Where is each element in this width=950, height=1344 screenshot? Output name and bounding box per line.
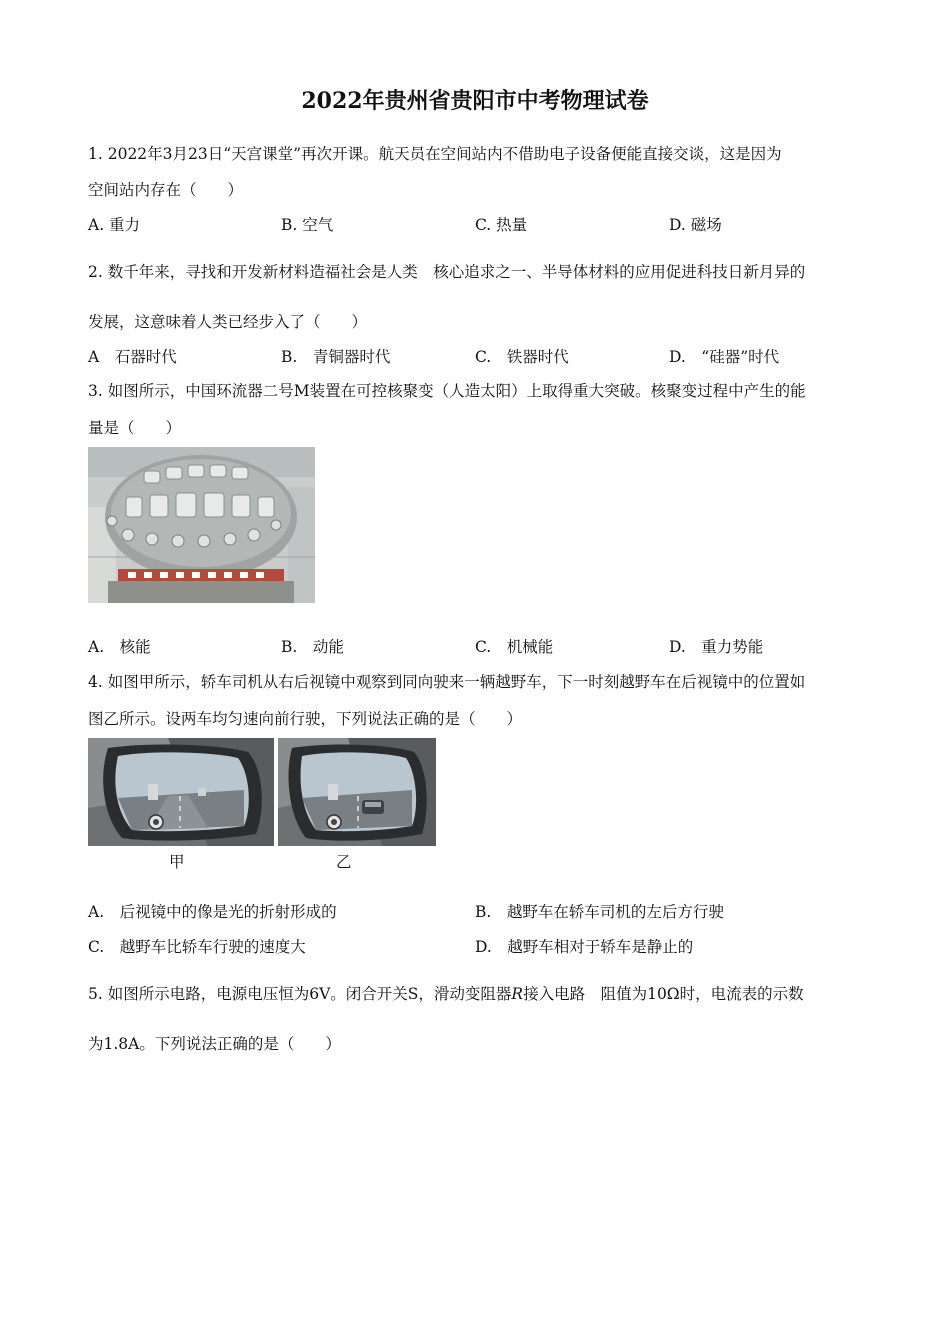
q3-option-c[interactable]: C. 机械能 [475, 638, 554, 656]
q3-option-d[interactable]: D. 重力势能 [669, 638, 764, 656]
q1-option-a[interactable]: A. 重力 [88, 216, 141, 234]
q4-stem-line1: 4. 如图甲所示，轿车司机从右后视镜中观察到同向驶来一辆越野车，下一时刻越野车在后视镜中的位置如 [88, 673, 806, 691]
mirror-caption-b: 乙 [336, 853, 352, 871]
side-mirror-illustration-a [88, 738, 274, 846]
mirror-photo-b [278, 738, 436, 846]
q2-stem-line2: 发展，这意味着人类已经步入了（ ） [88, 313, 368, 331]
q4-stem-line2: 图乙所示。设两车均匀速向前行驶，下列说法正确的是（ ） [88, 710, 523, 728]
q4-option-b[interactable]: B. 越野车在轿车司机的左后方行驶 [475, 903, 724, 921]
mirror-photo-a [88, 738, 274, 846]
q3-option-a[interactable]: A. 核能 [88, 638, 151, 656]
q5-stem-line1 [88, 982, 804, 1004]
q5-stem-line2: 为1.8A。下列说法正确的是（ ） [88, 1035, 341, 1053]
q2-option-a[interactable]: A 石器时代 [88, 348, 177, 366]
q1-option-d[interactable]: D. 磁场 [669, 216, 722, 234]
q2-option-b[interactable]: B. 青铜器时代 [281, 348, 391, 366]
q4-option-c[interactable]: C. 越野车比轿车行驶的速度大 [88, 938, 306, 956]
q3-option-b[interactable]: B. 动能 [281, 638, 344, 656]
q1-stem-line2: 空间站内存在（ ） [88, 181, 244, 199]
side-mirror-illustration-b [278, 738, 436, 846]
q5-stem-part2: 接入电路 阻值为10Ω时，电流表的示数 [523, 985, 804, 1003]
page-title: 2022年贵州省贵阳市中考物理试卷 [301, 88, 649, 114]
mirror-caption-a: 甲 [169, 853, 185, 871]
q2-option-d[interactable]: D. “硅器”时代 [669, 348, 780, 366]
q1-option-b[interactable]: B. 空气 [281, 216, 334, 234]
q3-stem-line1: 3. 如图所示，中国环流器二号M装置在可控核聚变（人造太阳）上取得重大突破。核聚变过程中产生的能 [88, 382, 806, 400]
q5-resistor-symbol: R [511, 985, 524, 1003]
q4-option-a[interactable]: A. 后视镜中的像是光的折射形成的 [88, 903, 337, 921]
q5-stem-part1: 5. 如图所示电路，电源电压恒为6V。闭合开关S，滑动变阻器 [88, 985, 512, 1003]
q3-stem-line2: 量是（ ） [88, 419, 182, 437]
q2-stem-line1: 2. 数千年来，寻找和开发新材料造福社会是人类 核心追求之一、半导体材料的应用促进科技日新月异的 [88, 263, 806, 281]
tokamak-photo [88, 447, 315, 603]
q1-stem-line1: 1. 2022年3月23日“天宫课堂”再次开课。航天员在空间站内不借助电子设备便能直接交谈，这是因为 [88, 145, 782, 163]
tokamak-illustration [88, 447, 315, 603]
q4-option-d[interactable]: D. 越野车相对于轿车是静止的 [475, 938, 694, 956]
q2-option-c[interactable]: C. 铁器时代 [475, 348, 569, 366]
q1-option-c[interactable]: C. 热量 [475, 216, 528, 234]
